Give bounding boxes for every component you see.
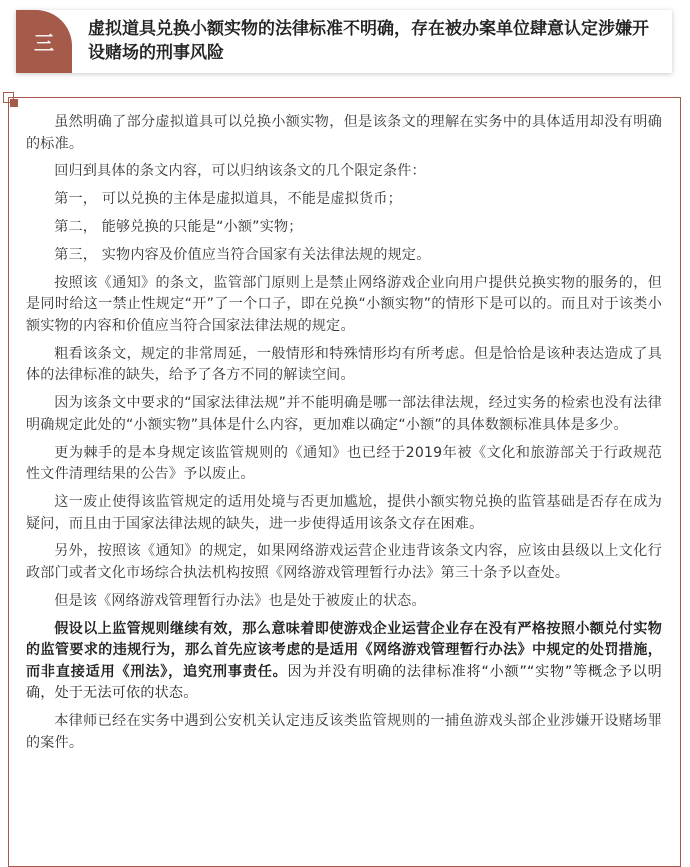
- paragraph-6: 按照该《通知》的条文，监管部门原则上是禁止网络游戏企业向用户提供兑换实物的服务的，但是同时给这一禁止性规定“开”了一个口子，即在兑换“小额实物”的情形下是可以的。而且对于该类小额实物的内容和价值应当符合国家法律法规的规定。: [26, 274, 662, 334]
- normal-statement: 因为并没有明确的法律标准将“小额”“实物”等概念予以明确，处于无法可依的状态。: [26, 663, 662, 702]
- paragraph-14: 本律师已经在实务中遇到公安机关认定违反该类监管规则的一捕鱼游戏头部企业涉嫌开设赌场罪的案件。: [26, 713, 662, 751]
- section-title: 虚拟道具兑换小额实物的法律标准不明确，存在被办案单位肆意认定涉嫌开设赌场的刑事风险: [88, 19, 649, 63]
- frame-corner-square: [10, 99, 18, 107]
- section-header: [16, 10, 672, 73]
- condition-2: 第二， 能够兑换的只能是“小额”实物；: [54, 219, 303, 236]
- paragraph-9: 更为棘手的是本身规定该监管规则的《通知》也已经于2019年被《文化和旅游部关于行政规范性文件清理结果的公告》予以废止。: [26, 444, 662, 483]
- section-number-badge: 三: [16, 10, 72, 73]
- bold-statement: 假设以上监管规则继续有效，那么意味着即使游戏企业运营企业存在没有严格按照小额兑付实物的监管要求的违规行为，那么首先应该考虑的是适用《网络游戏管理暂行办法》中规定的处罚措施，而非直接适用《刑法》，追究刑事责任。: [26, 620, 662, 680]
- paragraph-1: 虽然明确了部分虚拟道具可以兑换小额实物，但是该条文的理解在实务中的具体适用却没有明确的标准。: [26, 114, 662, 152]
- paragraph-13: [26, 619, 662, 705]
- paragraph-7: 粗看该条文，规定的非常周延，一般情形和特殊情形均有所考虑。但是恰恰是该种表达造成了具体的法律标准的缺失，给予了各方不同的解读空间。: [26, 345, 662, 384]
- condition-1: 第一， 可以兑换的主体是虚拟道具，不能是虚拟货币；: [54, 191, 402, 208]
- paragraph-8: 因为该条文中要求的“国家法律法规”并不能明确是哪一部法律法规，经过实务的检索也没有法律明确规定此处的“小额实物”具体是什么内容，更加难以确定“小额”的具体数额标准具体是多少。: [26, 395, 662, 433]
- condition-3: 第三， 实物内容及价值应当符合国家有关法律法规的规定。: [54, 247, 431, 264]
- paragraph-10: 这一废止使得该监管规定的适用处境与否更加尴尬，提供小额实物兑换的监管基础是否存在成为疑问，而且由于国家法律法规的缺失，进一步使得适用该条文存在困难。: [26, 494, 662, 532]
- paragraph-11: 另外，按照该《通知》的规定，如果网络游戏运营企业违背该条文内容，应该由县级以上文化行政部门或者文化市场综合执法机构按照《网络游戏管理暂行办法》第三十条予以查处。: [26, 543, 662, 581]
- paragraph-12: 但是该《网络游戏管理暂行办法》也是处于被废止的状态。: [54, 592, 426, 609]
- article-body: [26, 112, 662, 760]
- paragraph-2: 回归到具体的条文内容，可以归纳该条文的几个限定条件：: [54, 163, 426, 180]
